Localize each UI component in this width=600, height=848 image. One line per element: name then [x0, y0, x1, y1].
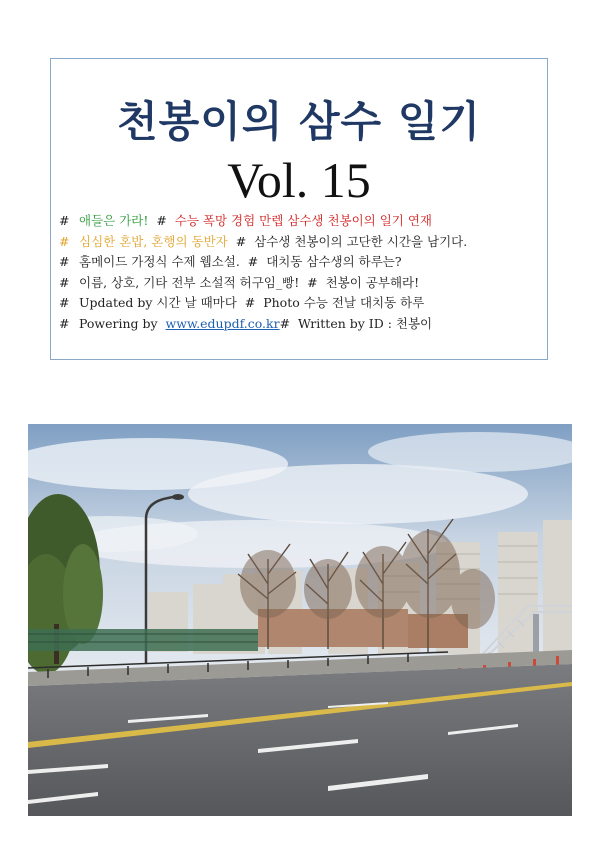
- tag-text: 심심한 혼밥, 혼행의 동반자: [79, 233, 228, 249]
- tag-line-2: [59, 232, 545, 253]
- tag-text: Powering by: [79, 315, 158, 331]
- hash-mark: #: [59, 315, 70, 331]
- hash-mark: #: [279, 315, 291, 331]
- cover-title-box: [50, 58, 548, 360]
- street-photo: [28, 424, 572, 816]
- website-link[interactable]: www.edupdf.co.kr: [165, 315, 280, 331]
- tag-list: [59, 211, 545, 334]
- tag-line-3: [59, 252, 545, 273]
- tag-line-1: [59, 211, 545, 232]
- hash-mark: #: [59, 295, 70, 310]
- tag-text: 이름, 상호, 기타 전부 소설적 허구임_빵!: [79, 274, 300, 290]
- hash-mark: #: [59, 254, 70, 269]
- hash-mark: #: [59, 233, 70, 249]
- hash-mark: #: [307, 274, 318, 290]
- hash-mark: #: [235, 233, 247, 249]
- tag-text: Updated by 시간 날 때마다: [79, 295, 237, 310]
- tag-text: 수능 폭망 경험 만렙 삼수생 천봉이의 일기 연재: [174, 213, 433, 228]
- hash-mark: #: [244, 295, 256, 310]
- hash-mark: #: [59, 274, 70, 290]
- tag-text: Written by ID : 천봉이: [298, 315, 433, 331]
- tag-text: 대치동 삼수생의 하루는?: [266, 254, 402, 269]
- tag-line-5: [59, 293, 545, 314]
- tag-text: Photo 수능 전날 대치동 하루: [263, 295, 425, 310]
- tag-text: 삼수생 천봉이의 고단한 시간을 남기다.: [254, 233, 468, 249]
- tag-text: 천봉이 공부해라!: [325, 274, 420, 290]
- tag-line-4: [59, 273, 545, 294]
- tag-text: 홈메이드 가정식 수제 웹소설.: [79, 254, 240, 269]
- hash-mark: #: [156, 213, 167, 228]
- hash-mark: #: [247, 254, 259, 269]
- tag-text: 애들은 가라!: [79, 213, 149, 228]
- cover-title: 천봉이의 삼수 일기: [117, 97, 481, 146]
- volume-label: Vol. 15: [227, 152, 371, 208]
- tag-line-6: [59, 314, 545, 335]
- hash-mark: #: [59, 213, 70, 228]
